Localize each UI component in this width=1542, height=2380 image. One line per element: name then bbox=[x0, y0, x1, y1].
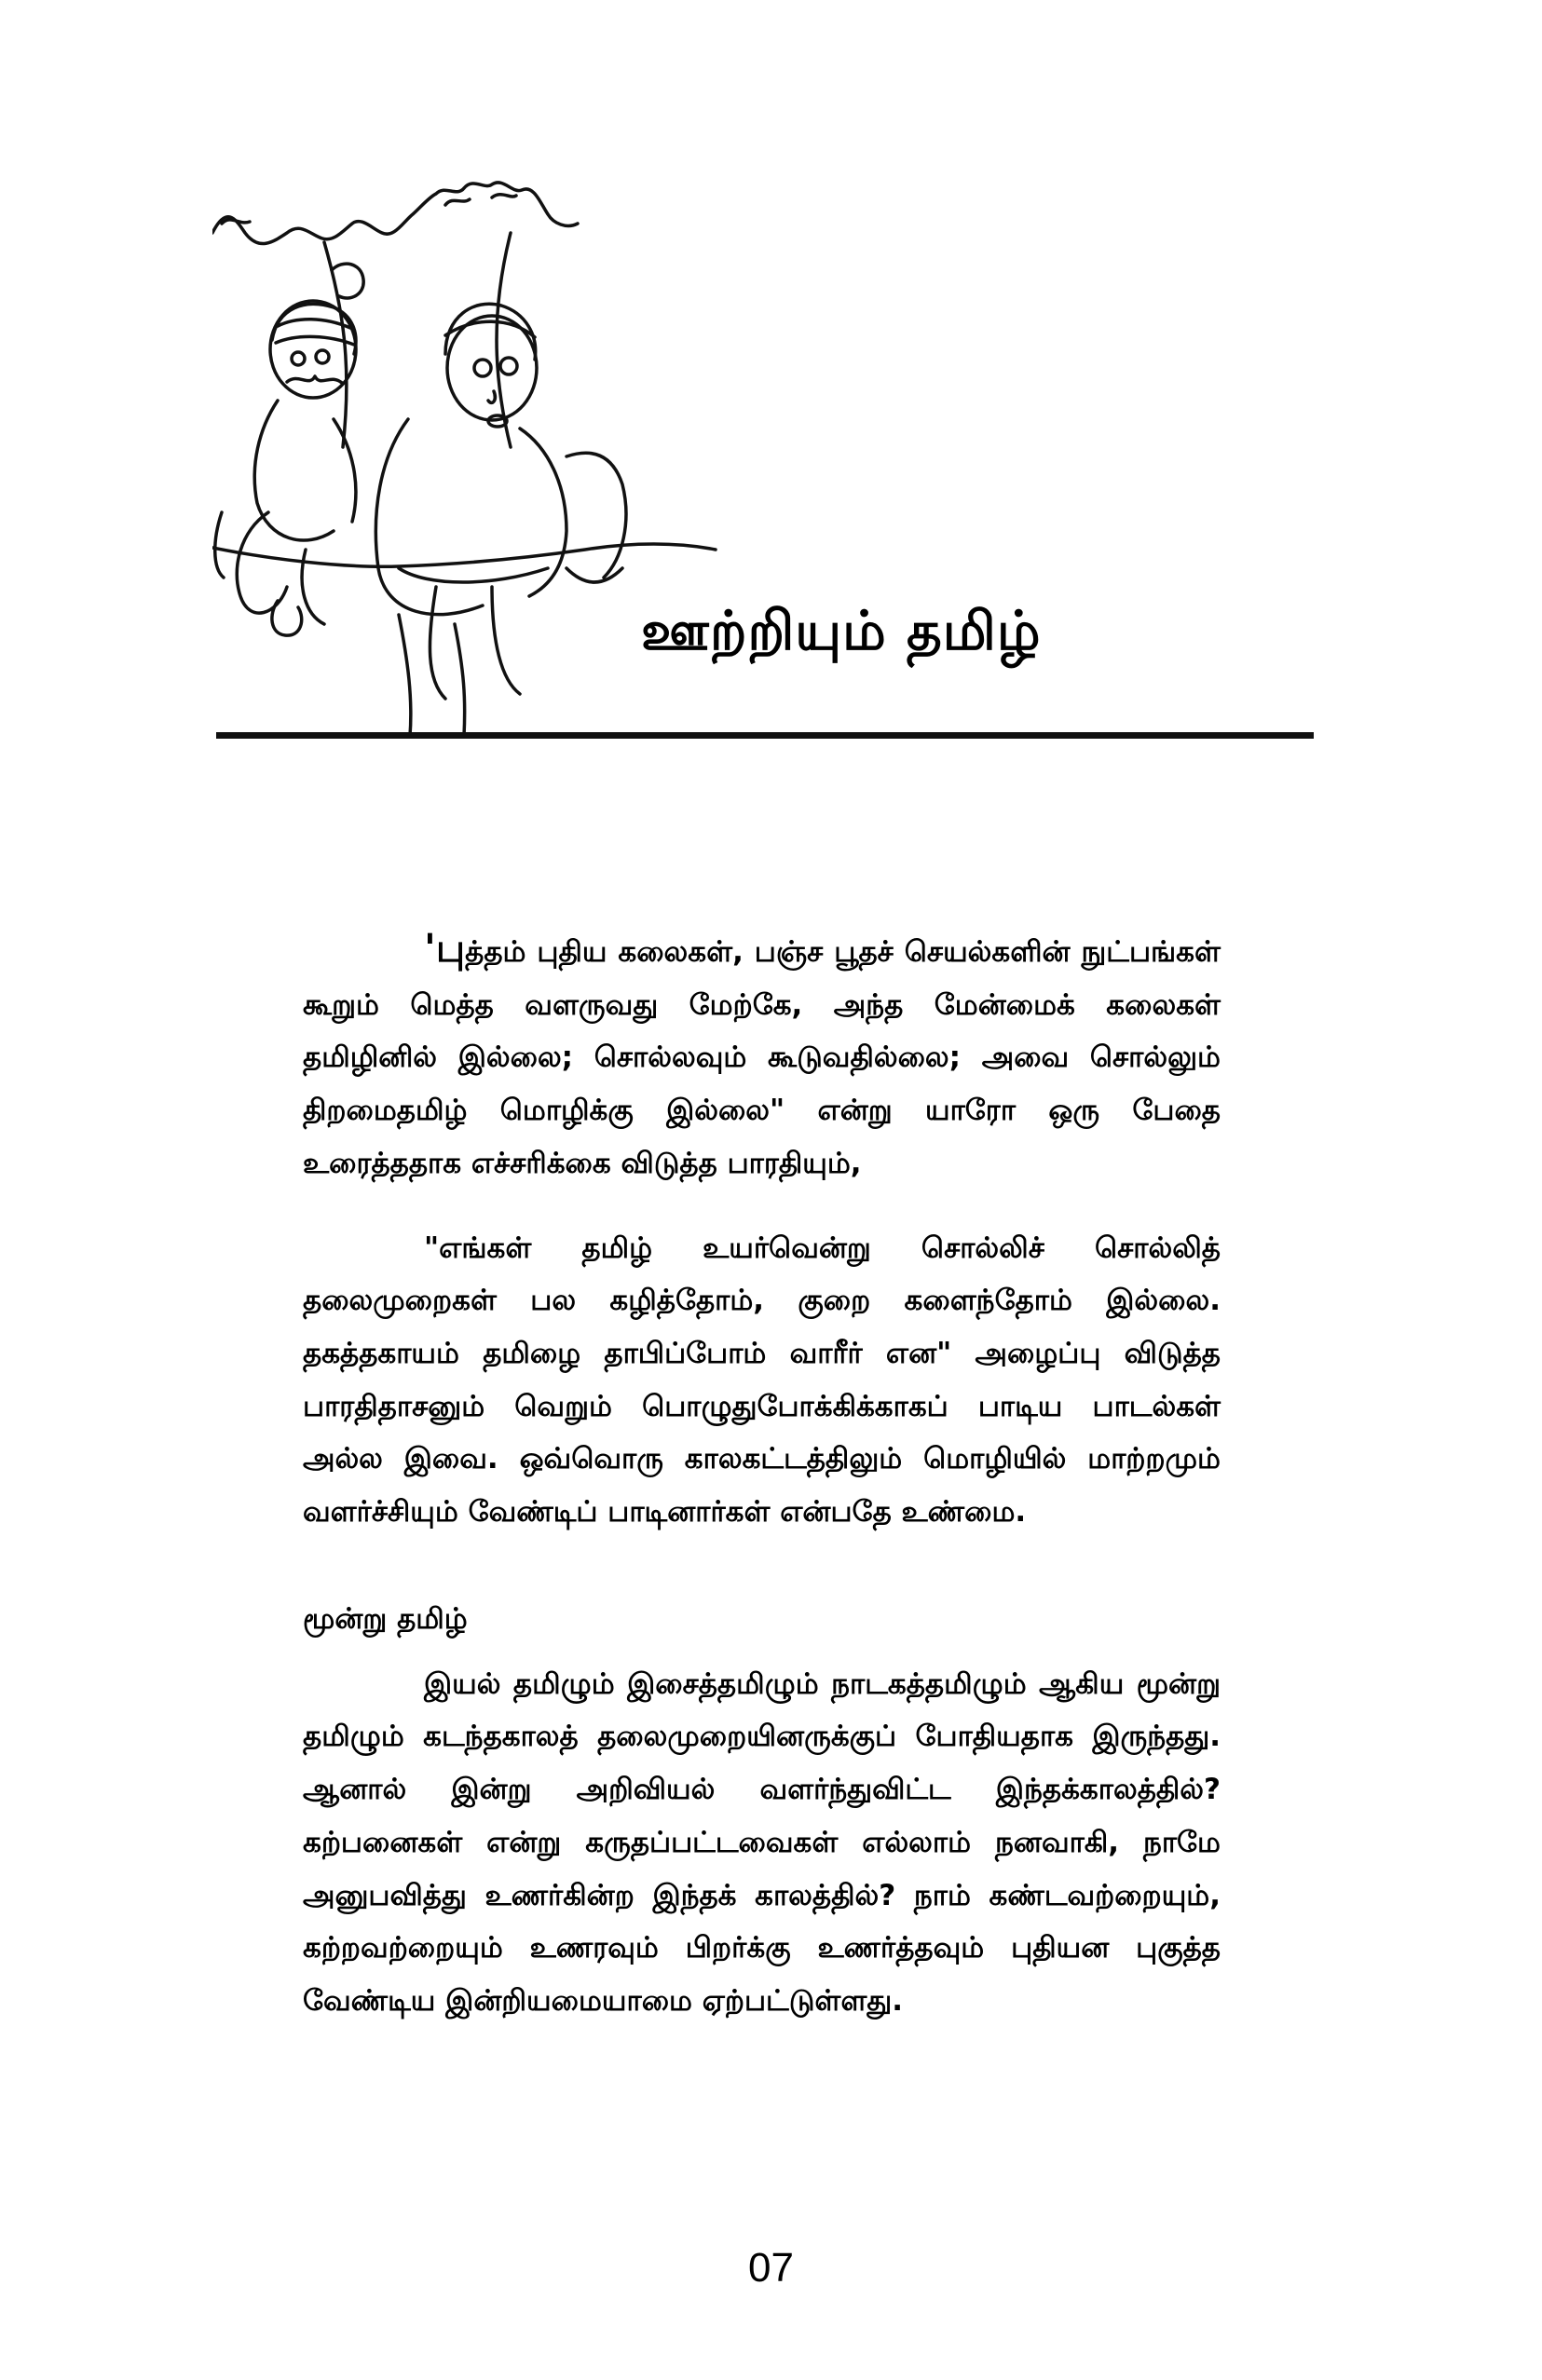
intro-paragraph-text: த்தம் புதிய கலைகள், பஞ்ச பூதச் செயல்களின் நுட்பங்கள் கூறும் மெத்த வளருவது மேற்கே, அந்த மேன்மைக் கலைகள் தமிழினில் இல்லை; சொல்லவும் கூடுவதில்லை; அவை சொல்லும் திறமைதமிழ் மொழிக்கு இல்லை" என்று யாரோ ஒரு பேதை உரைத்ததாக எச்சரிக்கை விடுத்த பாரதியும், bbox=[303, 935, 1221, 1180]
bharathidasan-paragraph: "எங்கள் தமிழ் உயர்வென்று சொல்லிச் சொல்லித் தலைமுறைகள் பல கழித்தோம், குறை களைந்தோம் இல்லை. தகத்தகாயம் தமிழை தாபிப்போம் வாரீர் என" அழைப்பு விடுத்த பாரதிதாசனும் வெறும் பொழுதுபோக்கிக்காகப் பாடிய பாடல்கள் அல்ல இவை. ஒவ்வொரு காலகட்டத்திலும் மொழியில் மாற்றமும் வளர்ச்சியும் வேண்டிப் பாடினார்கள் என்பதே உண்மை. bbox=[303, 1231, 1221, 1530]
branch-seat bbox=[212, 544, 716, 566]
title-divider bbox=[216, 732, 1314, 739]
section-heading: மூன்று தமிழ் bbox=[303, 1601, 468, 1636]
tree-foliage-outline bbox=[212, 183, 578, 244]
section-paragraph: இயல் தமிழும் இசைத்தமிழும் நாடகத்தமிழும் ஆகிய மூன்று தமிழும் கடந்தகாலத் தலைமுறையினருக்குப் போதியதாக இருந்தது. ஆனால் இன்று அறிவியல் வளர்ந்துவிட்ட இந்தக்காலத்தில்? கற்பனைகள் என்று கருதப்பட்டவைகள் எல்லாம் நனவாகி, நாமே அனுபவித்து உணர்கின்ற இந்தக் காலத்தில்? நாம் கண்டவற்றையும், கற்றவற்றையும் உணரவும் பிறர்க்கு உணர்த்தவும் புதியன புகுத்த வேண்டிய இன்றியமையாமை ஏற்பட்டுள்ளது. bbox=[303, 1666, 1221, 2018]
right-character bbox=[375, 304, 626, 699]
page-number: 07 bbox=[748, 2245, 794, 2291]
intro-paragraph bbox=[303, 922, 1221, 1190]
tree-foliage-squiggle bbox=[222, 195, 516, 224]
body-text bbox=[303, 922, 1221, 2028]
tree-trunk-left bbox=[324, 242, 347, 447]
chapter-title: ஊற்றியும் தமிழ் bbox=[641, 599, 1042, 662]
drop-initial: 'பு bbox=[424, 925, 466, 971]
